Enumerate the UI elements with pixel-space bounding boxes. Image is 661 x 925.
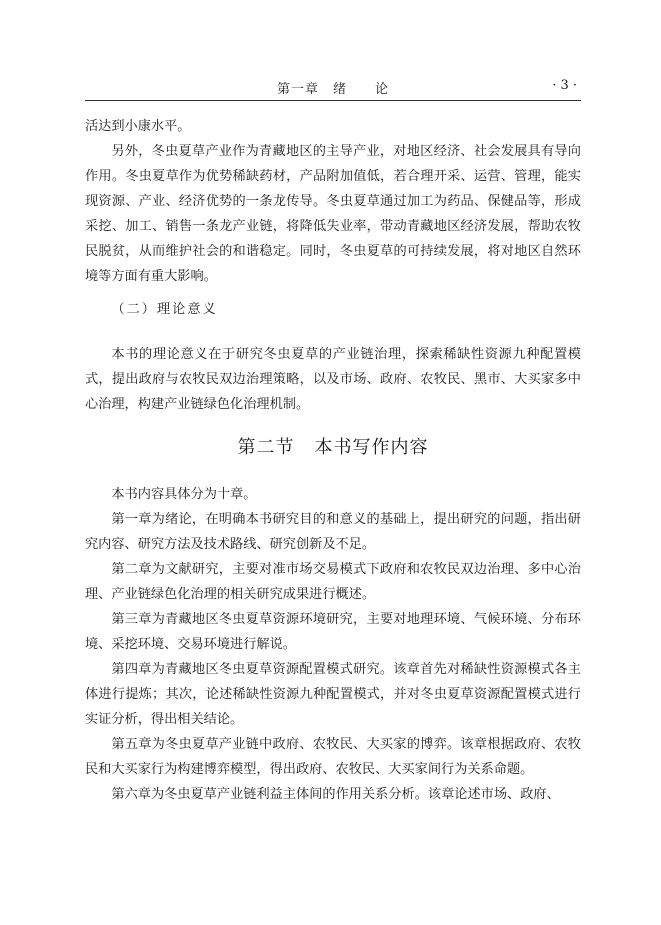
section-title: 本书写作内容 (314, 437, 429, 458)
page-number: · 3 · (552, 78, 577, 93)
paragraph-chapter-1: 第一章为绪论，在明确本书研究目的和意义的基础上，提出研究的问题，指出研究内容、研究方法及技术路线、研究创新及不足。 (85, 512, 581, 552)
paragraph-chapter-3: 第三章为青藏地区冬虫夏草资源环境研究，主要对地理环境、气候环境、分布环境、采挖环境、交易环境进行解说。 (85, 612, 581, 652)
paragraph-intro: 本书内容具体分为十章。 (111, 487, 257, 502)
paragraph-chapter-2: 第二章为文献研究，主要对准市场交易模式下政府和农牧民双边治理、多中心治理、产业链绿色化治理的相关研究成果进行概述。 (85, 562, 581, 602)
paragraph-industry: 另外，冬虫夏草产业作为青藏地区的主导产业，对地区经济、社会发展具有导向作用。冬虫夏草作为优势稀缺药材，产品附加值低，若合理开采、运营、管理，能实现资源、产业、经济优势的一条龙传导。冬虫夏草通过加工为药品、保健品等，形成采挖、加工、销售一条龙产业链，将降低失业率，带动青藏地区经济发展，帮助农牧民脱贫，从而维护社会的和谐稳定。同时，冬虫夏草的可持续发展，将对地区自然环境等方面有重大影响。 (85, 144, 581, 284)
subheading-theoretical-significance: （二）理论意义 (111, 302, 218, 317)
chapter-title: 第一章 绪 论 (276, 82, 389, 97)
paragraph-chapter-5: 第五章为冬虫夏草产业链中政府、农牧民、大买家的博弈。该章根据政府、农牧民和大买家行为构建博弈模型，得出政府、农牧民、大买家间行为关系命题。 (85, 737, 581, 777)
running-header (85, 76, 581, 101)
section-heading (85, 435, 581, 460)
paragraph-continued: 活达到小康水平。 (85, 119, 191, 134)
paragraph-theory: 本书的理论意义在于研究冬虫夏草的产业链治理，探索稀缺性资源九种配置模式，提出政府与农牧民双边治理策略，以及市场、政府、农牧民、黑市、大买家多中心治理，构建产业链绿色化治理机制。 (85, 347, 581, 412)
paragraph-chapter-6: 第六章为冬虫夏草产业链利益主体间的作用关系分析。该章论述市场、政府、 (111, 787, 560, 802)
paragraph-chapter-4: 第四章为青藏地区冬虫夏草资源配置模式研究。该章首先对稀缺性资源模式各主体进行提炼；其次，论述稀缺性资源九种配置模式，并对冬虫夏草资源配置模式进行实证分析，得出相关结论。 (85, 662, 581, 727)
section-number: 第二节 (237, 437, 295, 458)
page-body (85, 114, 581, 807)
